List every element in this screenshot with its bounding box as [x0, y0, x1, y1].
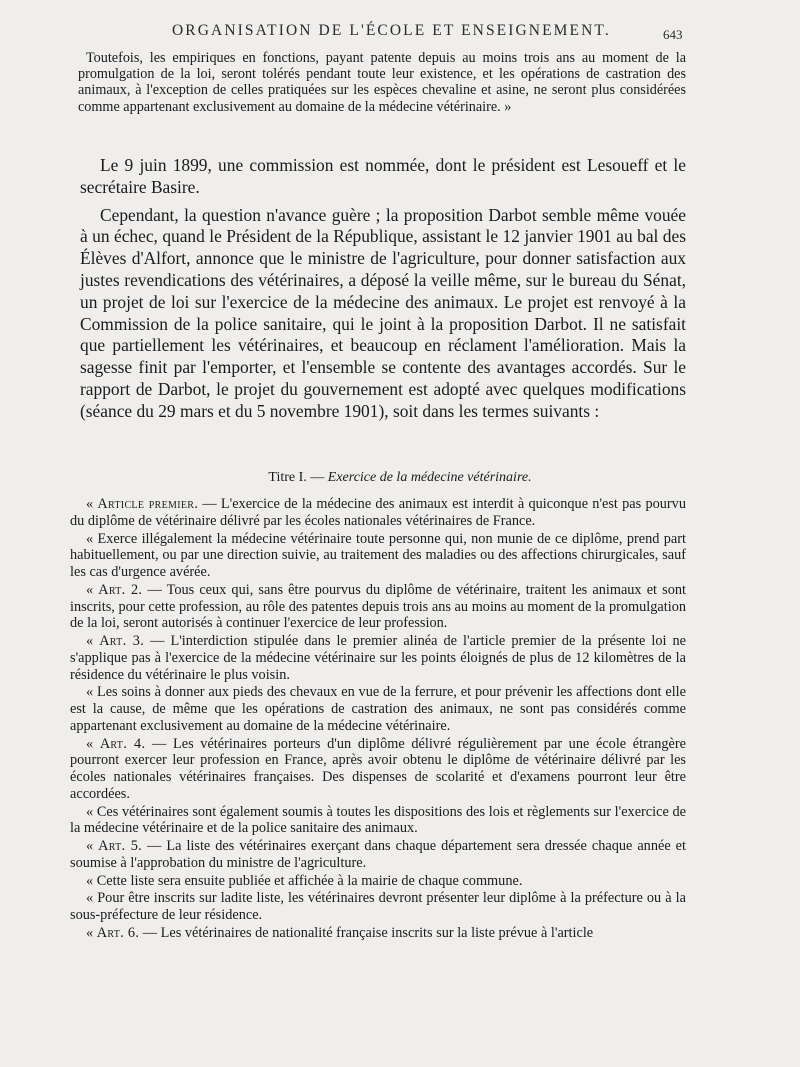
article-label: Art. 3. — [99, 633, 145, 649]
quote-mark: « — [86, 496, 98, 512]
article-text: — Tous ceux qui, sans être pourvus du diplôme de vétérinaire, traitent les animaux et sont inscrits, pour cette profession, au rôle des patentes depuis trois ans au moins au moment de la promulgation de la loi, seront autorisés à continuer l'exercice de leur profession. — [70, 581, 686, 632]
law-paragraph — [70, 838, 686, 872]
law-paragraph — [70, 804, 686, 838]
law-paragraph — [70, 925, 686, 942]
article-label: Art. 5. — [98, 838, 143, 854]
section-title: Exercice de la médecine vétérinaire. — [327, 470, 532, 485]
quoted-paragraph — [78, 50, 686, 115]
law-paragraph — [70, 736, 686, 803]
article-text: « Exerce illégalement la médecine vétérinaire toute personne qui, non munie de ce diplôme, prend part habituellement, ou par une direction suivie, au traitement des maladies ou des affections chirurgicales, sauf les cas d'urgence avérée. — [70, 530, 686, 580]
body-paragraph: Cependant, la question n'avance guère ; la proposition Darbot semble même vouée à un échec, quand le Président de la République, assistant le 12 janvier 1901 au bal des Élèves d'Alfort, annonce que le ministre de l'agriculture, pour donner satisfaction aux justes revendications des vétérinaires, a déposé la veille même, sur le bureau du Sénat, un projet de loi sur l'exercice de la médecine des animaux. Le projet est renvoyé à la Commission de la police sanitaire, qui le joint à la proposition Darbot. Il ne satisfait que partiellement les vétérinaires, et beaucoup en réclament l'amélioration. Mais la sagesse finit par l'emporter, et l'ensemble se contente des avantages accordés. Sur le rapport de Darbot, le projet du gouvernement est adopté avec quelques modifications (séance du 29 mars et du 5 novembre 1901), soit dans les termes suivants : — [80, 204, 686, 421]
article-label: Article premier. — [97, 496, 199, 512]
page-header — [0, 14, 800, 44]
article-label: Art. 6. — [96, 924, 140, 941]
article-text: — Les vétérinaires de nationalité française inscrits sur la liste prévue à l'article — [139, 924, 594, 941]
body-paragraph: Le 9 juin 1899, une commission est nommée, dont le président est Lesoueff et le secrétaire Basire. — [80, 155, 686, 197]
body-text — [80, 155, 686, 429]
quote-mark: « — [86, 581, 99, 598]
law-paragraph — [70, 873, 686, 890]
quote-text: Toutefois, les empiriques en fonctions, payant patente depuis au moins trois ans au moment de la promulgation de la loi, seront tolérés pendant toute leur existence, et les opérations de castration des animaux, à l'exception de celles pratiquées sur les espèces chevaline et asine, ne seront plus considérées comme appartenant exclusivement au domaine de la médecine vétérinaire. » — [78, 50, 686, 115]
article-text: — Les vétérinaires porteurs d'un diplôme délivré régulièrement par une école étrangère pourront exercer leur profession en France, après avoir obtenu le diplôme de vétérinaire délivré par les écoles nationales vétérinaires françaises. Des dispenses de scolarité et d'examens pourront leur être accordées. — [70, 735, 686, 802]
article-text: « Cette liste sera ensuite publiée et affichée à la mairie de chaque commune. — [86, 872, 523, 889]
law-paragraph — [70, 496, 686, 530]
article-text: « Pour être inscrits sur ladite liste, les vétérinaires devront présenter leur diplôme à la préfecture ou à la sous-préfecture de leur résidence. — [70, 890, 686, 923]
quote-mark: « — [86, 838, 99, 854]
law-paragraph — [70, 890, 686, 924]
article-text: « Les soins à donner aux pieds des chevaux en vue de la ferrure, et pour prévenir les affections dont elle est la cause, de même que les opérations de castration des animaux, ne sont pas considérés comme appartenant exclusivement au domaine de la médecine vétérinaire. — [70, 684, 686, 734]
page-number: 643 — [663, 27, 683, 42]
law-paragraph — [70, 531, 686, 581]
law-paragraph — [70, 684, 686, 734]
quote-mark: « — [86, 924, 97, 941]
article-text: — L'interdiction stipulée dans le premier alinéa de l'article premier de la présente loi ne s'applique pas à l'exercice de la médecine vétérinaire sur les points éloignés de plus de 12 kilomètres de la résidence du vétérinaire le plus voisin. — [70, 633, 686, 683]
quote-mark: « — [86, 633, 100, 649]
law-articles — [70, 496, 686, 943]
running-title: ORGANISATION DE L'ÉCOLE ET ENSEIGNEMENT. — [172, 22, 611, 39]
law-paragraph — [70, 582, 686, 632]
section-label: Titre I. — — [268, 470, 328, 485]
article-label: Art. 4. — [99, 735, 146, 752]
article-text: — L'exercice de la médecine des animaux est interdit à quiconque n'est pas pourvu du diplôme de vétérinaire délivré par les écoles nationales vétérinaires de France. — [70, 496, 686, 529]
quote-mark: « — [86, 735, 100, 752]
article-text: « Ces vétérinaires sont également soumis à toutes les dispositions des lois et règlements sur l'exercice de la médecine vétérinaire et de la police sanitaire des animaux. — [70, 803, 686, 837]
law-paragraph — [70, 633, 686, 683]
article-text: — La liste des vétérinaires exerçant dans chaque département sera dressée chaque année et soumise à l'approbation du ministre de l'agriculture. — [70, 838, 686, 871]
section-heading — [0, 470, 800, 486]
article-label: Art. 2. — [98, 581, 143, 598]
